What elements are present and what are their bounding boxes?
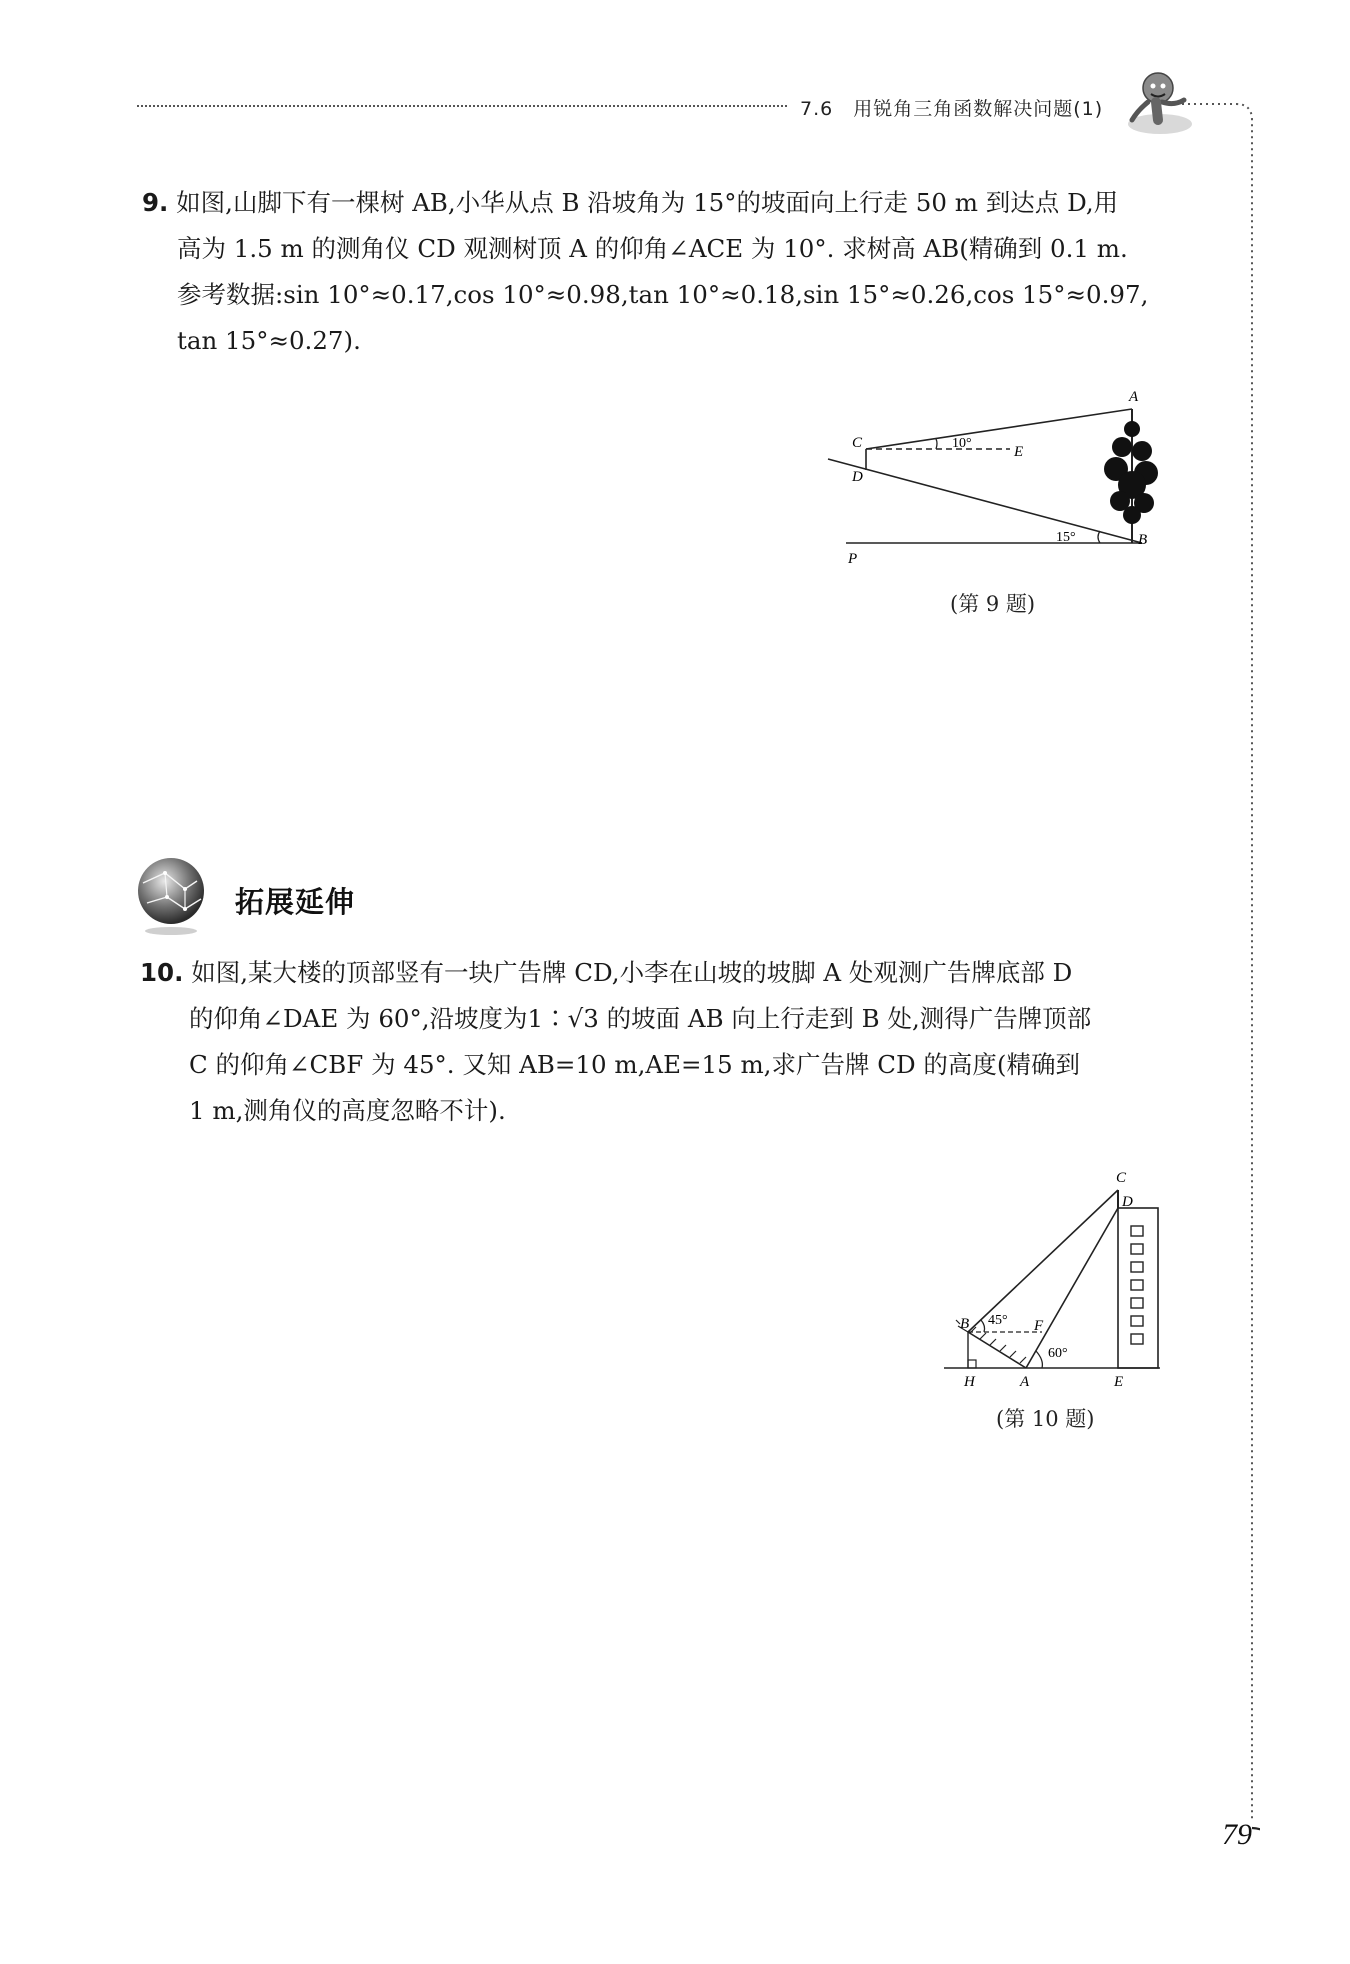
sight-line [866, 409, 1132, 449]
svg-text:60°: 60° [1048, 1346, 1068, 1361]
svg-text:B: B [960, 1316, 970, 1332]
svg-text:A: A [1020, 1374, 1030, 1390]
tree-foliage [1104, 421, 1158, 524]
building-windows [1131, 1226, 1143, 1344]
svg-text:10°: 10° [952, 436, 972, 451]
globe-icon [135, 853, 211, 937]
section-title: 拓展延伸 [235, 885, 356, 919]
slope-line [828, 459, 1142, 543]
svg-text:E: E [1014, 444, 1024, 460]
figure-9-caption: (第 9 题) [950, 592, 1036, 616]
svg-text:F: F [1034, 1318, 1044, 1334]
svg-text:E: E [1114, 1374, 1124, 1390]
problem-10 [140, 950, 1091, 1134]
svg-text:C: C [1116, 1170, 1127, 1186]
problem-9-line-1: 9. 如图,山脚下有一棵树 AB,小华从点 B 沿坡角为 15°的坡面向上行走 50 m 到达点 D,用 [142, 188, 1119, 217]
figure-9 [820, 385, 1180, 570]
figure-10-caption: (第 10 题) [996, 1407, 1095, 1431]
problem-number: 10. [140, 958, 184, 987]
header-title: 7.6 用锐角三角函数解决问题(1) [800, 98, 1104, 120]
sight-ad [1026, 1208, 1118, 1368]
svg-text:45°: 45° [988, 1313, 1008, 1328]
svg-text:C: C [852, 435, 863, 451]
sight-bc [968, 1190, 1118, 1332]
problem-10-line-4: 1 m,测角仪的高度忽略不计). [189, 1096, 506, 1125]
problem-10-line-1: 10. 如图,某大楼的顶部竖有一块广告牌 CD,小李在山坡的坡脚 A 处观测广告牌底部 D [140, 958, 1073, 987]
figure-10 [930, 1160, 1170, 1396]
problem-9-line-3: 参考数据:sin 10°≈0.17,cos 10°≈0.98,tan 10°≈0.18,sin 15°≈0.26,cos 15°≈0.97, [177, 280, 1149, 309]
problem-9-line-4: tan 15°≈0.27). [177, 326, 361, 355]
problem-9 [142, 180, 1148, 364]
svg-text:P: P [848, 551, 858, 567]
svg-text:D: D [1122, 1194, 1133, 1210]
problem-10-line-3: C 的仰角∠CBF 为 45°. 又知 AB=10 m,AE=15 m,求广告牌 CD 的高度(精确到 [189, 1050, 1080, 1079]
svg-text:15°: 15° [1056, 530, 1076, 545]
svg-text:A: A [1129, 389, 1139, 405]
problem-10-line-2: 的仰角∠DAE 为 60°,沿坡度为1∶√3 的坡面 AB 向上行走到 B 处,测得广告牌顶部 [189, 1004, 1092, 1033]
svg-text:D: D [852, 469, 863, 485]
header-dotted-rule [137, 105, 787, 107]
svg-text:H: H [964, 1374, 975, 1390]
problem-9-line-2: 高为 1.5 m 的测角仪 CD 观测树顶 A 的仰角∠ACE 为 10°. 求树高 AB(精确到 0.1 m. [177, 234, 1128, 263]
page-number: 79 [1222, 1818, 1252, 1851]
slope-ab [968, 1332, 1026, 1368]
page-margin-rule [1180, 100, 1260, 1860]
svg-text:B: B [1138, 532, 1148, 548]
problem-number: 9. [142, 188, 169, 217]
